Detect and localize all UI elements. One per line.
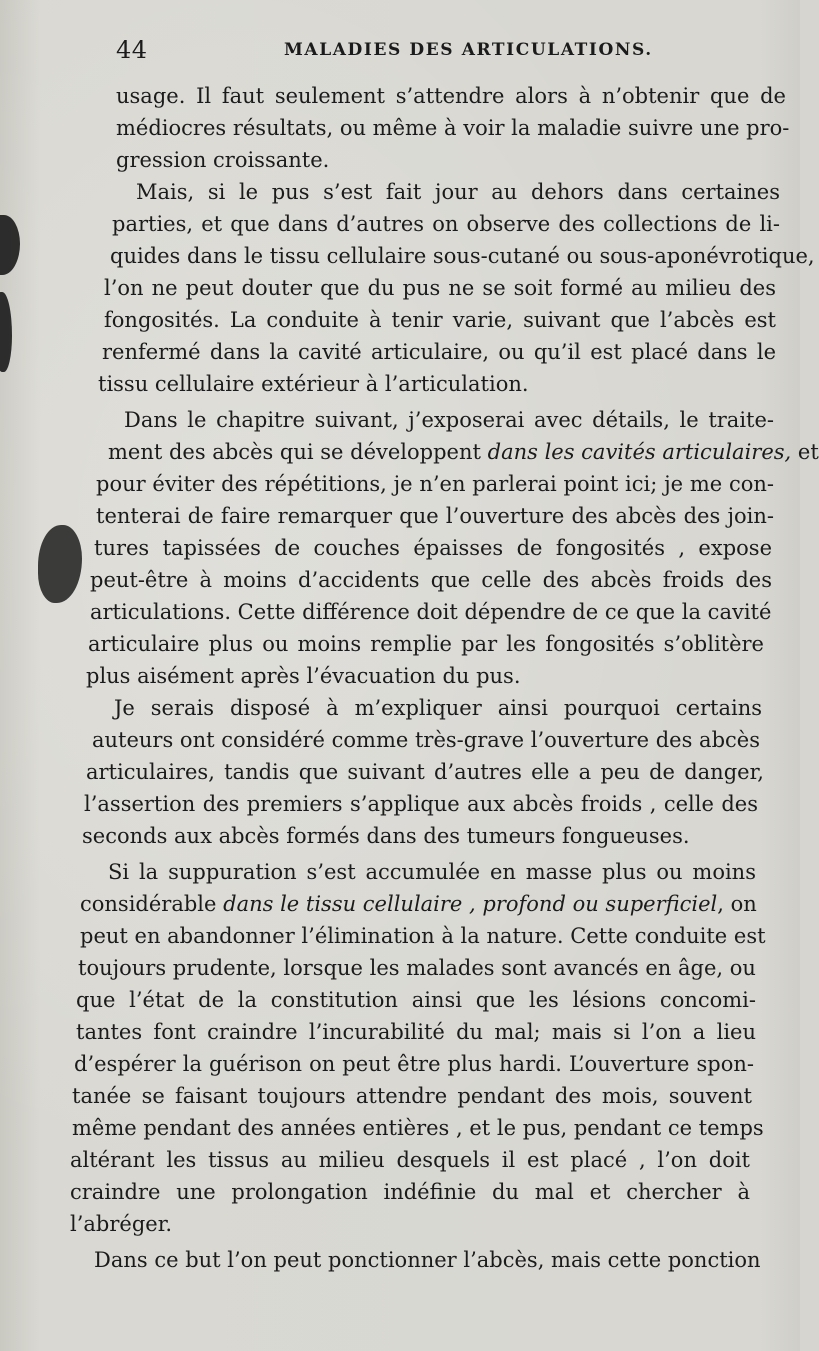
- text-line: articulaires, tandis que suivant d’autres elle a peu de danger,: [86, 760, 764, 784]
- text-line: renfermé dans la cavité articulaire, ou qu’il est placé dans le: [102, 340, 776, 364]
- text-line: d’espérer la guérison on peut être plus hardi. L’ouverture spon-: [74, 1052, 754, 1076]
- text-segment: , on: [717, 892, 757, 916]
- text-line: usage. Il faut seulement s’attendre alors à n’obtenir que de: [116, 84, 786, 108]
- text-line: Je serais disposé à m’expliquer ainsi pourquoi certains: [114, 696, 762, 720]
- italic-phrase: dans le tissu cellulaire , profond ou superficiel: [223, 892, 718, 916]
- running-title: MALADIES DES ARTICULATIONS.: [284, 40, 653, 60]
- text-line: tures tapissées de couches épaisses de fongosités , expose: [94, 536, 772, 560]
- text-line: altérant les tissus au milieu desquels il est placé , l’on doit: [70, 1148, 750, 1172]
- text-line: [108, 436, 819, 468]
- text-line: Si la suppuration s’est accumulée en masse plus ou moins: [108, 860, 756, 884]
- text-line: tantes font craindre l’incurabilité du mal; mais si l’on a lieu: [76, 1020, 756, 1044]
- italic-phrase: dans les cavités articulaires,: [487, 440, 792, 464]
- text-line: même pendant des années entières , et le pus, pendant ce temps: [72, 1116, 764, 1140]
- text-line: peut en abandonner l’élimination à la nature. Cette conduite est: [80, 924, 766, 948]
- text-line: tenterai de faire remarquer que l’ouverture des abcès des join-: [96, 504, 774, 528]
- page-number: 44: [116, 36, 148, 64]
- text-line: craindre une prolongation indéfinie du mal et chercher à: [70, 1180, 750, 1204]
- text-line: l’on ne peut douter que du pus ne se soit formé au milieu des: [104, 276, 776, 300]
- text-line: l’abréger.: [70, 1212, 173, 1236]
- text-segment: et: [791, 440, 819, 464]
- text-line: articulations. Cette différence doit dépendre de ce que la cavité: [90, 600, 772, 624]
- text-line: pour éviter des répétitions, je n’en parlerai point ici; je me con-: [96, 472, 774, 496]
- text-line: toujours prudente, lorsque les malades sont avancés en âge, ou: [78, 956, 756, 980]
- ink-stain: [0, 215, 20, 275]
- text-line: seconds aux abcès formés dans des tumeurs fongueuses.: [82, 824, 690, 848]
- text-line: auteurs ont considéré comme très-grave l’ouverture des abcès: [92, 728, 760, 752]
- page-header: [116, 34, 756, 66]
- text-line: tanée se faisant toujours attendre pendant des mois, souvent: [72, 1084, 752, 1108]
- text-line: l’assertion des premiers s’applique aux abcès froids , celle des: [84, 792, 758, 816]
- text-segment: ment des abcès qui se développent: [108, 440, 488, 464]
- text-line: quides dans le tissu cellulaire sous-cutané ou sous-aponévrotique,: [110, 244, 815, 268]
- text-line: [80, 888, 757, 920]
- text-line: fongosités. La conduite à tenir varie, suivant que l’abcès est: [104, 308, 776, 332]
- text-line: peut-être à moins d’accidents que celle des abcès froids des: [90, 568, 772, 592]
- text-line: que l’état de la constitution ainsi que les lésions concomi-: [76, 988, 756, 1012]
- text-line: Mais, si le pus s’est fait jour au dehors dans certaines: [136, 180, 780, 204]
- text-line: plus aisément après l’évacuation du pus.: [86, 664, 521, 688]
- text-line: tissu cellulaire extérieur à l’articulation.: [98, 372, 529, 396]
- text-line: gression croissante.: [116, 148, 330, 172]
- text-line: médiocres résultats, ou même à voir la maladie suivre une pro-: [116, 116, 790, 140]
- ink-stain: [0, 292, 12, 372]
- text-segment: considérable: [80, 892, 224, 916]
- text-line: articulaire plus ou moins remplie par les fongosités s’oblitère: [88, 632, 764, 656]
- text-line: parties, et que dans d’autres on observe des collections de li-: [112, 212, 780, 236]
- text-line: Dans le chapitre suivant, j’exposerai avec détails, le traite-: [124, 408, 774, 432]
- text-line: Dans ce but l’on peut ponctionner l’abcès, mais cette ponction: [94, 1248, 761, 1272]
- ink-stain: [38, 525, 82, 603]
